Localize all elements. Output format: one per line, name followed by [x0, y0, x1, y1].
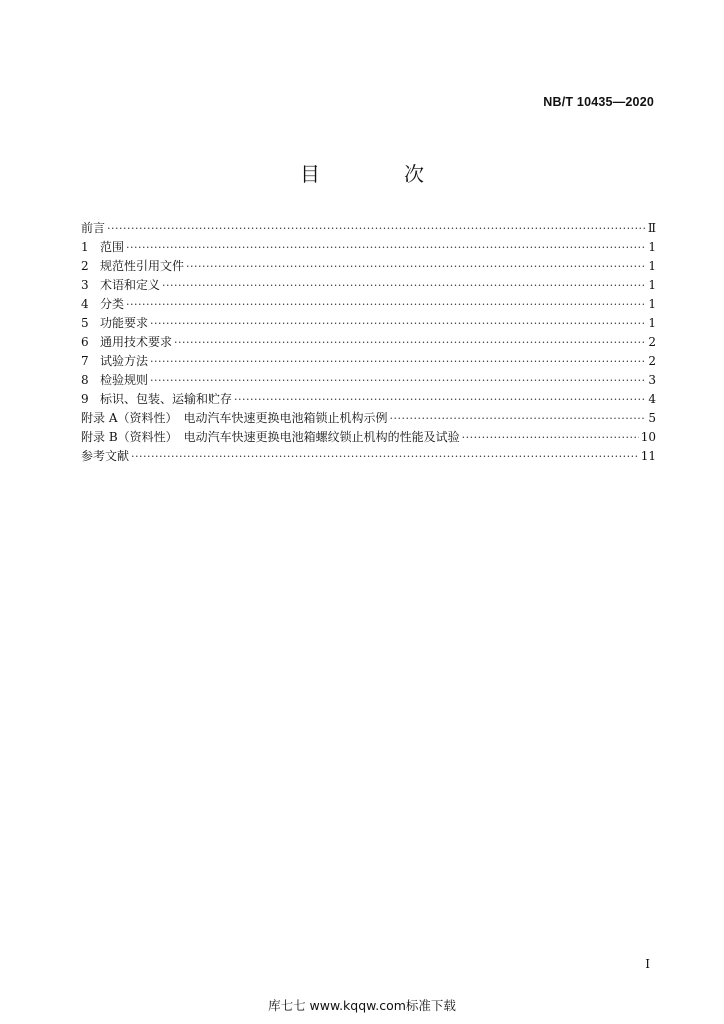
toc-page-number: 11 [640, 449, 656, 463]
toc-leader [162, 276, 646, 295]
toc-leader [174, 333, 646, 352]
toc-page-number: Ⅱ [647, 221, 656, 235]
toc-label: 检验规则 [100, 373, 149, 387]
toc-page-number: 1 [648, 259, 656, 273]
toc-entry[interactable] [81, 314, 656, 333]
toc-label: 参考文献 [81, 449, 130, 463]
toc-label: 分类 [100, 297, 125, 311]
toc-label: 附录 A（资料性） 电动汽车快速更换电池箱锁止机构示例 [81, 411, 388, 425]
toc-number: 3 [81, 278, 89, 292]
toc-page-number: 3 [648, 373, 656, 387]
toc-leader [150, 352, 646, 371]
toc-number: 4 [81, 297, 89, 311]
toc-leader [126, 238, 646, 257]
toc-leader [131, 447, 639, 466]
standard-number: NB/T 10435—2020 [543, 95, 654, 109]
toc-page-number: 2 [648, 335, 656, 349]
toc-label: 附录 B（资料性） 电动汽车快速更换电池箱螺纹锁止机构的性能及试验 [81, 430, 460, 444]
toc-entry[interactable] [81, 238, 656, 257]
toc-leader [126, 295, 646, 314]
toc-label: 试验方法 [100, 354, 149, 368]
toc-entry[interactable] [81, 371, 656, 390]
toc-page-number: 5 [648, 411, 656, 425]
toc-entry[interactable] [81, 428, 656, 447]
toc-entry[interactable] [81, 409, 656, 428]
toc-leader [186, 257, 646, 276]
toc-label: 范围 [100, 240, 125, 254]
toc-number: 7 [81, 354, 89, 368]
toc-entry[interactable] [81, 352, 656, 371]
page-title: 目 次 [300, 162, 456, 186]
toc-leader [234, 390, 646, 409]
toc-label: 规范性引用文件 [100, 259, 185, 273]
toc-number: 9 [81, 392, 89, 406]
toc-entry[interactable] [81, 333, 656, 352]
toc-page-number: 1 [648, 316, 656, 330]
toc-number: 8 [81, 373, 89, 387]
toc-page-number: 1 [648, 297, 656, 311]
toc-label: 标识、包装、运输和贮存 [100, 392, 233, 406]
toc-page-number: 1 [648, 278, 656, 292]
toc-number: 6 [81, 335, 89, 349]
toc-label: 前言 [81, 221, 106, 235]
page-number: I [645, 957, 650, 971]
toc-label: 术语和定义 [100, 278, 161, 292]
toc-number: 2 [81, 259, 89, 273]
toc-number: 5 [81, 316, 89, 330]
table-of-contents [81, 219, 656, 466]
toc-entry[interactable] [81, 295, 656, 314]
toc-leader [107, 219, 646, 238]
toc-entry[interactable] [81, 390, 656, 409]
toc-page-number: 10 [640, 430, 656, 444]
toc-number: 1 [81, 240, 89, 254]
toc-label: 通用技术要求 [100, 335, 173, 349]
toc-entry[interactable] [81, 447, 656, 466]
footer-watermark: 库七七 www.kqqw.com标准下载 [268, 998, 456, 1013]
toc-entry[interactable] [81, 257, 656, 276]
toc-page-number: 4 [648, 392, 656, 406]
toc-page-number: 2 [648, 354, 656, 368]
toc-entry[interactable] [81, 276, 656, 295]
toc-leader [150, 314, 646, 333]
toc-leader [150, 371, 646, 390]
toc-leader [462, 428, 639, 447]
toc-entry[interactable] [81, 219, 656, 238]
toc-page-number: 1 [648, 240, 656, 254]
toc-label: 功能要求 [100, 316, 149, 330]
toc-leader [389, 409, 646, 428]
